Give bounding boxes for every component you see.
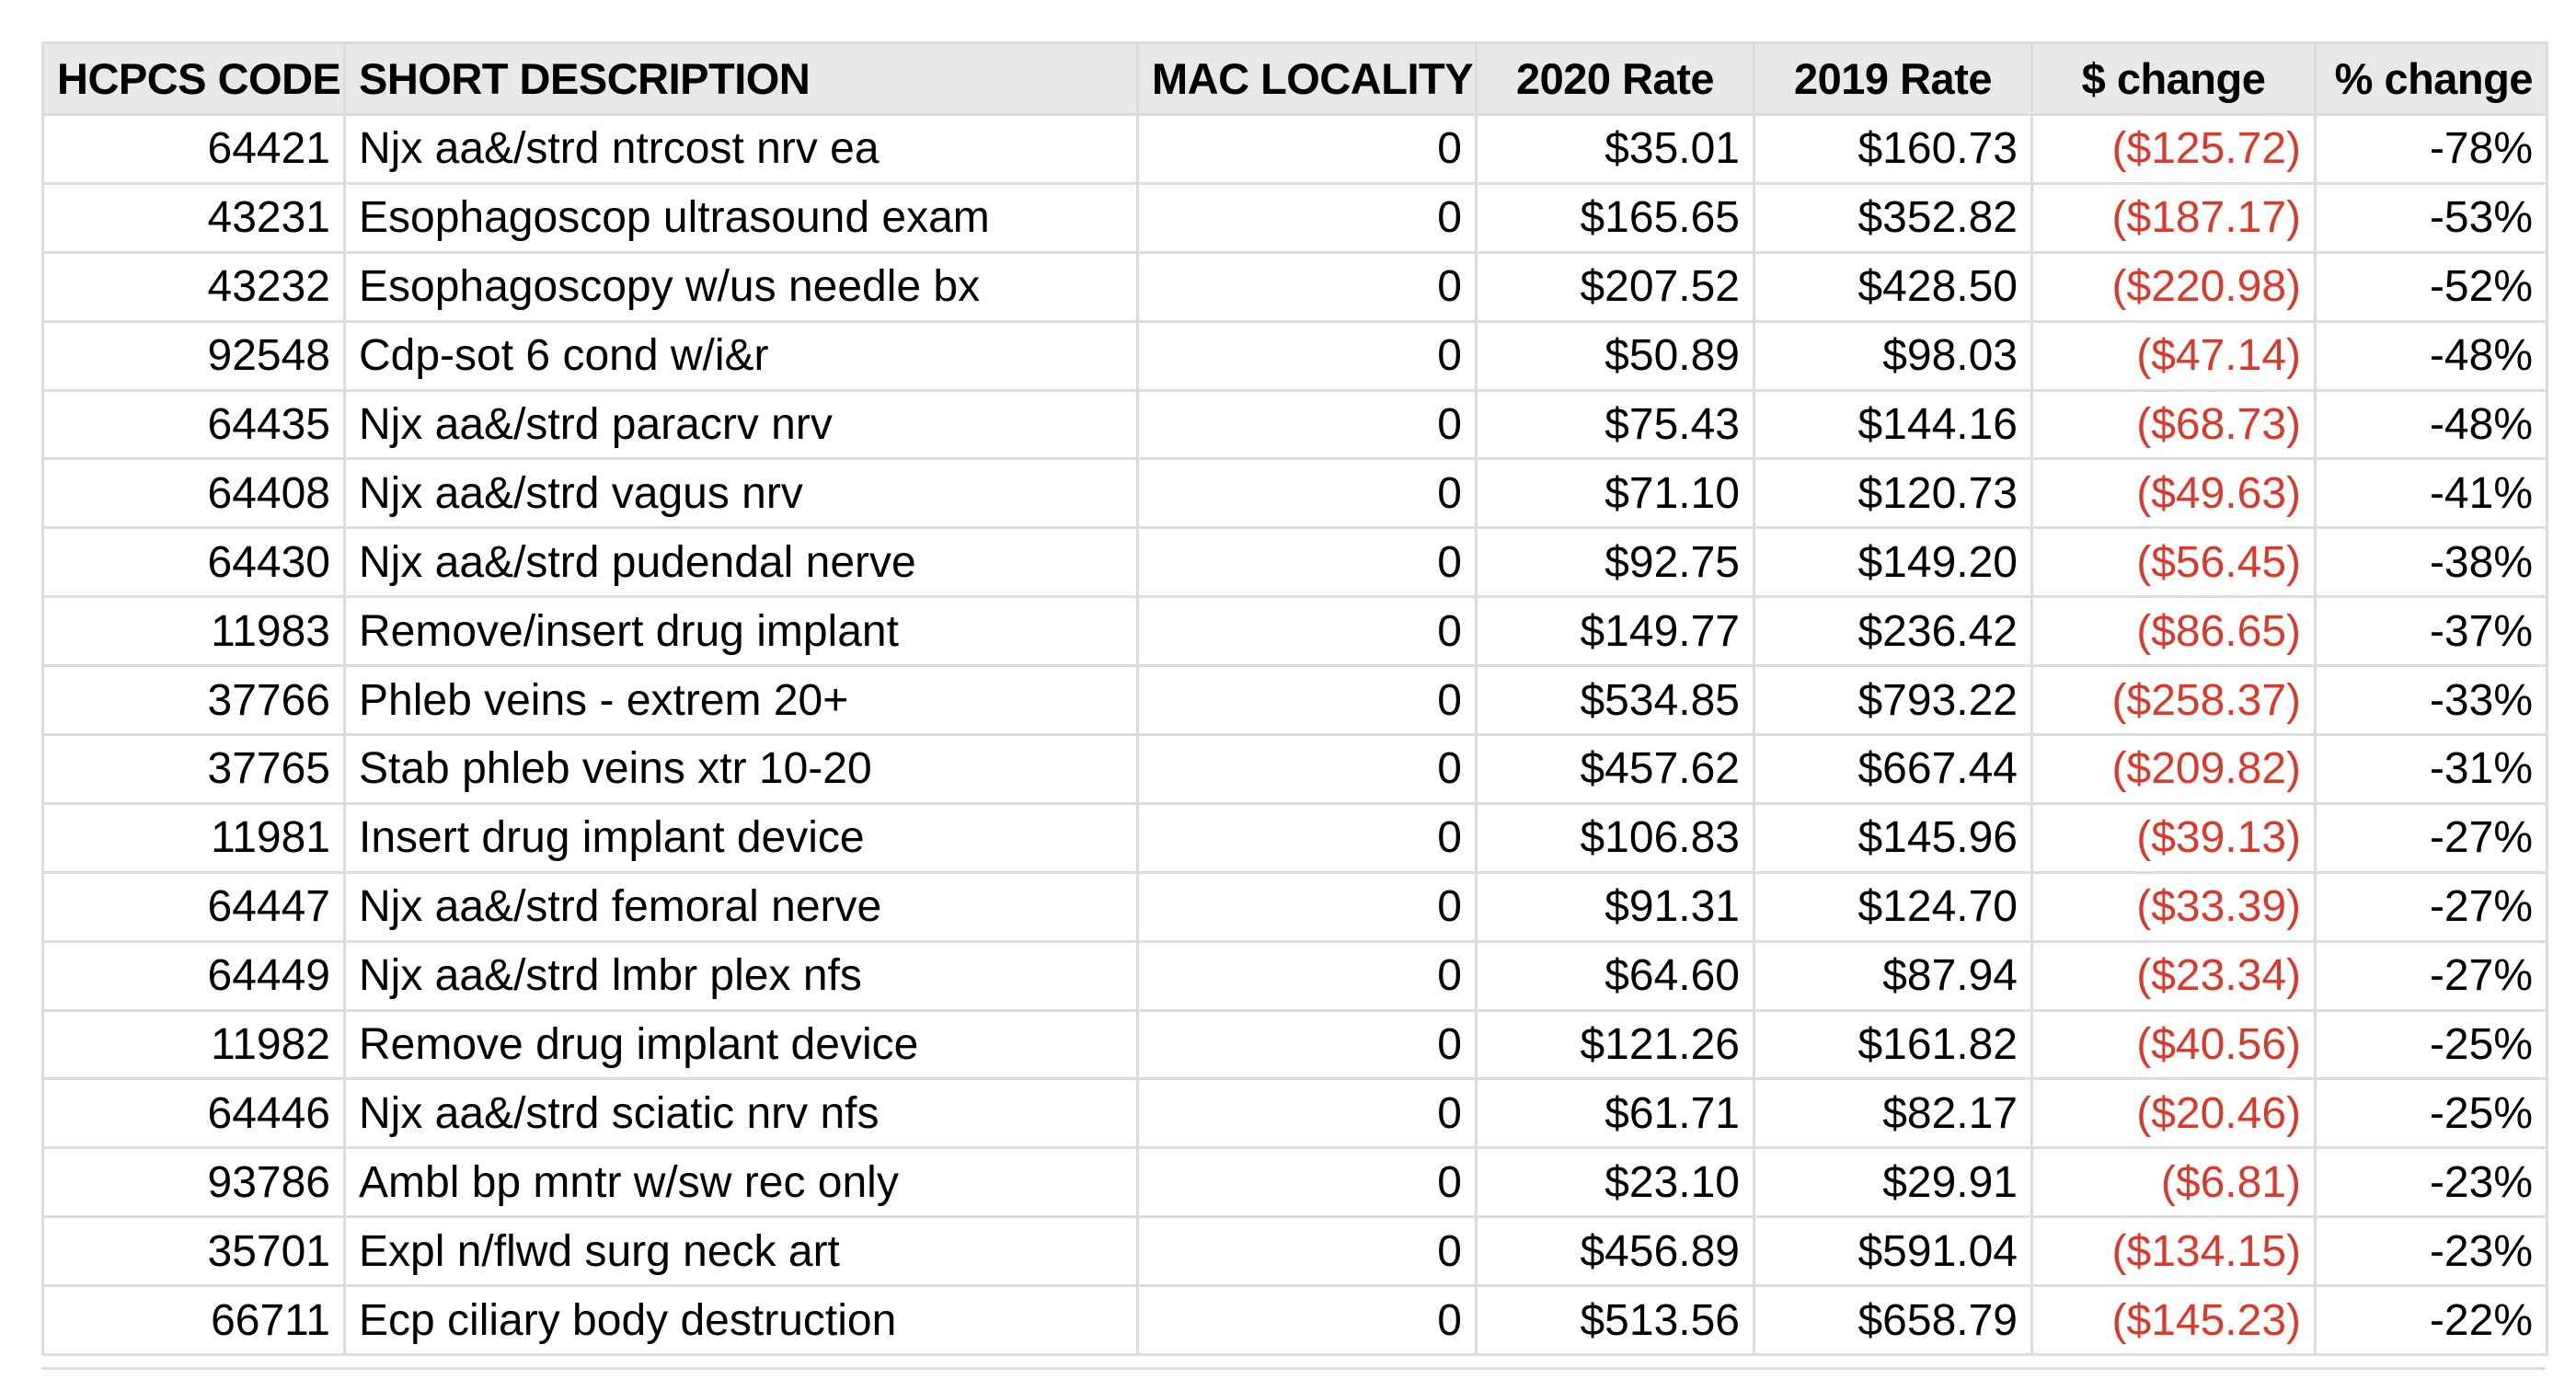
cell-2019-rate[interactable]: $658.79: [1754, 1286, 2032, 1355]
header-2020-rate[interactable]: 2020 Rate: [1477, 43, 1754, 115]
cell-short-description[interactable]: Njx aa&/strd femoral nerve: [345, 872, 1138, 941]
cell-dollar-change[interactable]: ($258.37): [2032, 666, 2316, 735]
cell-2020-rate[interactable]: $75.43: [1477, 390, 1754, 459]
cell-hcpcs-code[interactable]: 93786: [43, 1148, 345, 1217]
cell-2020-rate[interactable]: $50.89: [1477, 321, 1754, 390]
cell-mac-locality[interactable]: 0: [1138, 459, 1477, 528]
header-short-description[interactable]: SHORT DESCRIPTION: [345, 43, 1138, 115]
cell-dollar-change[interactable]: ($47.14): [2032, 321, 2316, 390]
cell-hcpcs-code[interactable]: 11981: [43, 803, 345, 872]
cell-mac-locality[interactable]: 0: [1138, 528, 1477, 597]
cell-short-description[interactable]: Njx aa&/strd vagus nrv: [345, 459, 1138, 528]
cell-mac-locality[interactable]: 0: [1138, 115, 1477, 184]
cell-dollar-change[interactable]: ($40.56): [2032, 1010, 2316, 1079]
cell-2019-rate[interactable]: $160.73: [1754, 115, 2032, 184]
cell-percent-change[interactable]: -27%: [2316, 941, 2547, 1010]
cell-dollar-change[interactable]: ($33.39): [2032, 872, 2316, 941]
table-row: [43, 666, 2547, 735]
table-row: [43, 803, 2547, 872]
cell-percent-change[interactable]: -27%: [2316, 872, 2547, 941]
cell-dollar-change[interactable]: ($68.73): [2032, 390, 2316, 459]
cell-2020-rate[interactable]: $91.31: [1477, 872, 1754, 941]
table-row: [43, 252, 2547, 321]
cell-percent-change[interactable]: -38%: [2316, 528, 2547, 597]
table-row: [43, 872, 2547, 941]
cell-dollar-change[interactable]: ($209.82): [2032, 735, 2316, 804]
cell-2019-rate[interactable]: $29.91: [1754, 1148, 2032, 1217]
cell-2019-rate[interactable]: $149.20: [1754, 528, 2032, 597]
cell-mac-locality[interactable]: 0: [1138, 1217, 1477, 1286]
table-row: [43, 735, 2547, 804]
cell-2020-rate[interactable]: $106.83: [1477, 803, 1754, 872]
cell-dollar-change[interactable]: ($145.23): [2032, 1286, 2316, 1355]
cell-short-description[interactable]: Njx aa&/strd pudendal nerve: [345, 528, 1138, 597]
cell-percent-change[interactable]: -78%: [2316, 115, 2547, 184]
cell-2020-rate[interactable]: $23.10: [1477, 1148, 1754, 1217]
cell-2019-rate[interactable]: $161.82: [1754, 1010, 2032, 1079]
cut-off-next-row: [41, 1367, 2546, 1379]
cell-percent-change[interactable]: -48%: [2316, 321, 2547, 390]
cell-2019-rate[interactable]: $667.44: [1754, 735, 2032, 804]
cell-percent-change[interactable]: -48%: [2316, 390, 2547, 459]
cell-dollar-change[interactable]: ($49.63): [2032, 459, 2316, 528]
cell-short-description[interactable]: Stab phleb veins xtr 10-20: [345, 735, 1138, 804]
cell-2019-rate[interactable]: $793.22: [1754, 666, 2032, 735]
cell-hcpcs-code[interactable]: 11983: [43, 597, 345, 666]
cell-short-description[interactable]: Insert drug implant device: [345, 803, 1138, 872]
table-row: [43, 597, 2547, 666]
cell-hcpcs-code[interactable]: 35701: [43, 1217, 345, 1286]
cell-dollar-change[interactable]: ($125.72): [2032, 115, 2316, 184]
cell-dollar-change[interactable]: ($56.45): [2032, 528, 2316, 597]
header-mac-locality[interactable]: MAC LOCALITY: [1138, 43, 1477, 115]
cell-dollar-change[interactable]: ($39.13): [2032, 803, 2316, 872]
table-row: [43, 1286, 2547, 1355]
cell-2019-rate[interactable]: $144.16: [1754, 390, 2032, 459]
table-row: [43, 1217, 2547, 1286]
cell-2020-rate[interactable]: $534.85: [1477, 666, 1754, 735]
cell-dollar-change[interactable]: ($6.81): [2032, 1148, 2316, 1217]
cell-hcpcs-code[interactable]: 37765: [43, 735, 345, 804]
cell-short-description[interactable]: Remove/insert drug implant: [345, 597, 1138, 666]
cell-2020-rate[interactable]: $207.52: [1477, 252, 1754, 321]
cell-2019-rate[interactable]: $124.70: [1754, 872, 2032, 941]
cell-mac-locality[interactable]: 0: [1138, 597, 1477, 666]
cell-2020-rate[interactable]: $121.26: [1477, 1010, 1754, 1079]
cell-hcpcs-code[interactable]: 66711: [43, 1286, 345, 1355]
cell-2019-rate[interactable]: $82.17: [1754, 1079, 2032, 1148]
cell-2020-rate[interactable]: $71.10: [1477, 459, 1754, 528]
cell-short-description[interactable]: Njx aa&/strd sciatic nrv nfs: [345, 1079, 1138, 1148]
header-2019-rate[interactable]: 2019 Rate: [1754, 43, 2032, 115]
cell-hcpcs-code[interactable]: 64430: [43, 528, 345, 597]
cell-mac-locality[interactable]: 0: [1138, 735, 1477, 804]
table-row: [43, 528, 2547, 597]
cell-mac-locality[interactable]: 0: [1138, 390, 1477, 459]
cell-mac-locality[interactable]: 0: [1138, 1286, 1477, 1355]
cell-2020-rate[interactable]: $61.71: [1477, 1079, 1754, 1148]
cell-percent-change[interactable]: -33%: [2316, 666, 2547, 735]
cell-short-description[interactable]: Esophagoscopy w/us needle bx: [345, 252, 1138, 321]
cell-short-description[interactable]: Expl n/flwd surg neck art: [345, 1217, 1138, 1286]
cell-percent-change[interactable]: -27%: [2316, 803, 2547, 872]
table-row: [43, 1079, 2547, 1148]
cell-2020-rate[interactable]: $457.62: [1477, 735, 1754, 804]
cell-percent-change[interactable]: -41%: [2316, 459, 2547, 528]
cell-2020-rate[interactable]: $456.89: [1477, 1217, 1754, 1286]
cell-2019-rate[interactable]: $591.04: [1754, 1217, 2032, 1286]
cell-2019-rate[interactable]: $145.96: [1754, 803, 2032, 872]
cell-mac-locality[interactable]: 0: [1138, 321, 1477, 390]
table-row: [43, 115, 2547, 184]
cell-mac-locality[interactable]: 0: [1138, 666, 1477, 735]
cell-percent-change[interactable]: -25%: [2316, 1010, 2547, 1079]
rate-change-table: [41, 41, 2548, 1356]
cell-2019-rate[interactable]: $87.94: [1754, 941, 2032, 1010]
cell-short-description[interactable]: Ecp ciliary body destruction: [345, 1286, 1138, 1355]
cell-hcpcs-code[interactable]: 64408: [43, 459, 345, 528]
cell-2019-rate[interactable]: $120.73: [1754, 459, 2032, 528]
cell-hcpcs-code[interactable]: 64435: [43, 390, 345, 459]
cell-hcpcs-code[interactable]: 37766: [43, 666, 345, 735]
cell-mac-locality[interactable]: 0: [1138, 872, 1477, 941]
table-row: [43, 941, 2547, 1010]
cell-hcpcs-code[interactable]: 64421: [43, 115, 345, 184]
cell-2020-rate[interactable]: $64.60: [1477, 941, 1754, 1010]
table-row: [43, 1010, 2547, 1079]
cell-short-description[interactable]: Ambl bp mntr w/sw rec only: [345, 1148, 1138, 1217]
cell-dollar-change[interactable]: ($187.17): [2032, 183, 2316, 252]
table-body: [43, 115, 2547, 1355]
cell-dollar-change[interactable]: ($20.46): [2032, 1079, 2316, 1148]
cell-hcpcs-code[interactable]: 43232: [43, 252, 345, 321]
table-row: [43, 183, 2547, 252]
cell-2019-rate[interactable]: $428.50: [1754, 252, 2032, 321]
cell-dollar-change[interactable]: ($220.98): [2032, 252, 2316, 321]
cell-hcpcs-code[interactable]: 64446: [43, 1079, 345, 1148]
cell-mac-locality[interactable]: 0: [1138, 1010, 1477, 1079]
cell-percent-change[interactable]: -31%: [2316, 735, 2547, 804]
header-percent-change[interactable]: % change: [2316, 43, 2547, 115]
cell-hcpcs-code[interactable]: 64447: [43, 872, 345, 941]
table-row: [43, 321, 2547, 390]
cell-percent-change[interactable]: -52%: [2316, 252, 2547, 321]
cell-short-description[interactable]: Cdp-sot 6 cond w/i&r: [345, 321, 1138, 390]
cell-2020-rate[interactable]: $149.77: [1477, 597, 1754, 666]
cell-dollar-change[interactable]: ($86.65): [2032, 597, 2316, 666]
cell-mac-locality[interactable]: 0: [1138, 941, 1477, 1010]
header-dollar-change[interactable]: $ change: [2032, 43, 2316, 115]
cell-mac-locality[interactable]: 0: [1138, 1079, 1477, 1148]
cell-2020-rate[interactable]: $92.75: [1477, 528, 1754, 597]
cell-percent-change[interactable]: -23%: [2316, 1217, 2547, 1286]
cell-percent-change[interactable]: -22%: [2316, 1286, 2547, 1355]
cell-short-description[interactable]: Njx aa&/strd ntrcost nrv ea: [345, 115, 1138, 184]
cell-2019-rate[interactable]: $352.82: [1754, 183, 2032, 252]
cell-short-description[interactable]: Remove drug implant device: [345, 1010, 1138, 1079]
cell-2020-rate[interactable]: $513.56: [1477, 1286, 1754, 1355]
cell-short-description[interactable]: Njx aa&/strd paracrv nrv: [345, 390, 1138, 459]
cell-mac-locality[interactable]: 0: [1138, 803, 1477, 872]
cell-mac-locality[interactable]: 0: [1138, 183, 1477, 252]
cell-short-description[interactable]: Njx aa&/strd lmbr plex nfs: [345, 941, 1138, 1010]
table-row: [43, 1148, 2547, 1217]
cell-2020-rate[interactable]: $35.01: [1477, 115, 1754, 184]
cell-percent-change[interactable]: -53%: [2316, 183, 2547, 252]
cell-mac-locality[interactable]: 0: [1138, 1148, 1477, 1217]
header-hcpcs-code[interactable]: HCPCS CODE: [43, 43, 345, 115]
table-row: [43, 390, 2547, 459]
cell-hcpcs-code[interactable]: 11982: [43, 1010, 345, 1079]
cell-percent-change[interactable]: -37%: [2316, 597, 2547, 666]
cell-dollar-change[interactable]: ($134.15): [2032, 1217, 2316, 1286]
cell-percent-change[interactable]: -23%: [2316, 1148, 2547, 1217]
cell-2019-rate[interactable]: $236.42: [1754, 597, 2032, 666]
header-row: [43, 43, 2547, 115]
cell-mac-locality[interactable]: 0: [1138, 252, 1477, 321]
cell-short-description[interactable]: Phleb veins - extrem 20+: [345, 666, 1138, 735]
cell-dollar-change[interactable]: ($23.34): [2032, 941, 2316, 1010]
cell-short-description[interactable]: Esophagoscop ultrasound exam: [345, 183, 1138, 252]
table-row: [43, 459, 2547, 528]
cell-2019-rate[interactable]: $98.03: [1754, 321, 2032, 390]
cell-percent-change[interactable]: -25%: [2316, 1079, 2547, 1148]
cell-hcpcs-code[interactable]: 92548: [43, 321, 345, 390]
cell-2020-rate[interactable]: $165.65: [1477, 183, 1754, 252]
cell-hcpcs-code[interactable]: 43231: [43, 183, 345, 252]
cell-hcpcs-code[interactable]: 64449: [43, 941, 345, 1010]
